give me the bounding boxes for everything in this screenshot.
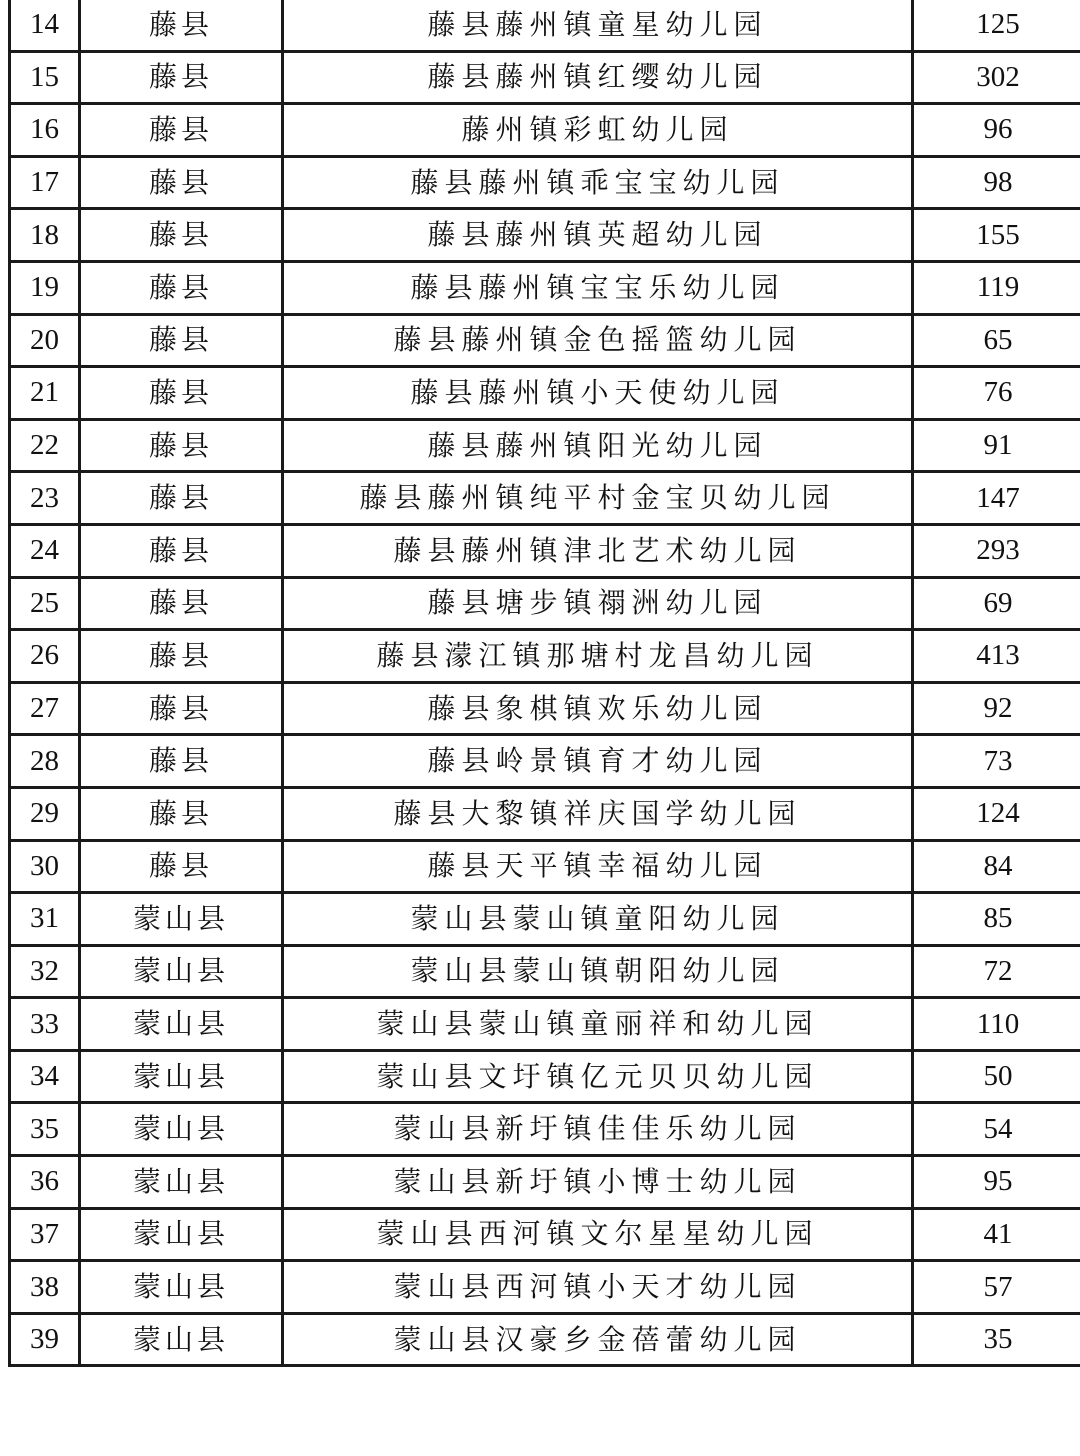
county-cell: 藤县 (80, 104, 283, 157)
kindergarten-name-cell: 蒙山县蒙山镇朝阳幼儿园 (283, 945, 913, 998)
row-number-cell: 23 (10, 472, 80, 525)
county-cell: 藤县 (80, 787, 283, 840)
kindergarten-name-cell: 蒙山县汉豪乡金蓓蕾幼儿园 (283, 1313, 913, 1366)
county-cell: 藤县 (80, 524, 283, 577)
kindergarten-name-cell: 藤州镇彩虹幼儿园 (283, 104, 913, 157)
table-row (10, 1313, 1080, 1366)
row-number-cell: 35 (10, 1103, 80, 1156)
count-cell: 95 (913, 1156, 1080, 1209)
county-cell: 蒙山县 (80, 945, 283, 998)
table-row (10, 630, 1080, 683)
row-number-cell: 15 (10, 51, 80, 104)
county-cell: 藤县 (80, 577, 283, 630)
kindergarten-name-cell: 蒙山县蒙山镇童阳幼儿园 (283, 893, 913, 946)
county-cell: 蒙山县 (80, 1313, 283, 1366)
count-cell: 119 (913, 261, 1080, 314)
count-cell: 98 (913, 156, 1080, 209)
county-cell: 蒙山县 (80, 998, 283, 1051)
county-cell: 藤县 (80, 419, 283, 472)
count-cell: 57 (913, 1261, 1080, 1314)
row-number-cell: 30 (10, 840, 80, 893)
county-cell: 蒙山县 (80, 1156, 283, 1209)
county-cell: 藤县 (80, 51, 283, 104)
table-row (10, 261, 1080, 314)
row-number-cell: 32 (10, 945, 80, 998)
row-number-cell: 28 (10, 735, 80, 788)
row-number-cell: 18 (10, 209, 80, 262)
count-cell: 91 (913, 419, 1080, 472)
table-row (10, 1103, 1080, 1156)
count-cell: 73 (913, 735, 1080, 788)
table-row (10, 419, 1080, 472)
count-cell: 50 (913, 1050, 1080, 1103)
count-cell: 35 (913, 1313, 1080, 1366)
table-row (10, 787, 1080, 840)
kindergarten-name-cell: 藤县大黎镇祥庆国学幼儿园 (283, 787, 913, 840)
kindergarten-table (8, 0, 1080, 1367)
table-row (10, 367, 1080, 420)
kindergarten-name-cell: 蒙山县西河镇小天才幼儿园 (283, 1261, 913, 1314)
kindergarten-name-cell: 藤县藤州镇纯平村金宝贝幼儿园 (283, 472, 913, 525)
kindergarten-name-cell: 藤县象棋镇欢乐幼儿园 (283, 682, 913, 735)
table-row (10, 1261, 1080, 1314)
count-cell: 293 (913, 524, 1080, 577)
count-cell: 85 (913, 893, 1080, 946)
count-cell: 147 (913, 472, 1080, 525)
kindergarten-name-cell: 藤县藤州镇小天使幼儿园 (283, 367, 913, 420)
kindergarten-name-cell: 藤县藤州镇英超幼儿园 (283, 209, 913, 262)
kindergarten-name-cell: 蒙山县新圩镇小博士幼儿园 (283, 1156, 913, 1209)
table-row (10, 893, 1080, 946)
kindergarten-name-cell: 藤县藤州镇阳光幼儿园 (283, 419, 913, 472)
row-number-cell: 21 (10, 367, 80, 420)
count-cell: 155 (913, 209, 1080, 262)
kindergarten-name-cell: 蒙山县蒙山镇童丽祥和幼儿园 (283, 998, 913, 1051)
row-number-cell: 16 (10, 104, 80, 157)
kindergarten-name-cell: 藤县藤州镇金色摇篮幼儿园 (283, 314, 913, 367)
kindergarten-name-cell: 藤县藤州镇津北艺术幼儿园 (283, 524, 913, 577)
county-cell: 藤县 (80, 630, 283, 683)
county-cell: 蒙山县 (80, 1208, 283, 1261)
county-cell: 蒙山县 (80, 1261, 283, 1314)
count-cell: 41 (913, 1208, 1080, 1261)
row-number-cell: 25 (10, 577, 80, 630)
row-number-cell: 27 (10, 682, 80, 735)
kindergarten-name-cell: 蒙山县文圩镇亿元贝贝幼儿园 (283, 1050, 913, 1103)
count-cell: 96 (913, 104, 1080, 157)
row-number-cell: 31 (10, 893, 80, 946)
kindergarten-name-cell: 藤县濛江镇那塘村龙昌幼儿园 (283, 630, 913, 683)
county-cell: 藤县 (80, 735, 283, 788)
table-row (10, 156, 1080, 209)
row-number-cell: 24 (10, 524, 80, 577)
table-row (10, 51, 1080, 104)
table-row (10, 998, 1080, 1051)
table-row (10, 840, 1080, 893)
county-cell: 藤县 (80, 682, 283, 735)
row-number-cell: 39 (10, 1313, 80, 1366)
row-number-cell: 29 (10, 787, 80, 840)
row-number-cell: 34 (10, 1050, 80, 1103)
count-cell: 110 (913, 998, 1080, 1051)
kindergarten-name-cell: 藤县藤州镇童星幼儿园 (283, 0, 913, 51)
count-cell: 124 (913, 787, 1080, 840)
count-cell: 69 (913, 577, 1080, 630)
county-cell: 藤县 (80, 156, 283, 209)
kindergarten-name-cell: 蒙山县新圩镇佳佳乐幼儿园 (283, 1103, 913, 1156)
county-cell: 藤县 (80, 840, 283, 893)
count-cell: 84 (913, 840, 1080, 893)
kindergarten-name-cell: 藤县天平镇幸福幼儿园 (283, 840, 913, 893)
row-number-cell: 20 (10, 314, 80, 367)
table-row (10, 735, 1080, 788)
count-cell: 65 (913, 314, 1080, 367)
count-cell: 413 (913, 630, 1080, 683)
kindergarten-name-cell: 藤县岭景镇育才幼儿园 (283, 735, 913, 788)
row-number-cell: 19 (10, 261, 80, 314)
table-body (10, 0, 1080, 1366)
row-number-cell: 22 (10, 419, 80, 472)
kindergarten-name-cell: 藤县塘步镇禤洲幼儿园 (283, 577, 913, 630)
count-cell: 54 (913, 1103, 1080, 1156)
county-cell: 藤县 (80, 314, 283, 367)
count-cell: 72 (913, 945, 1080, 998)
table-row (10, 577, 1080, 630)
county-cell: 藤县 (80, 261, 283, 314)
count-cell: 76 (913, 367, 1080, 420)
county-cell: 蒙山县 (80, 893, 283, 946)
count-cell: 92 (913, 682, 1080, 735)
county-cell: 蒙山县 (80, 1050, 283, 1103)
kindergarten-name-cell: 藤县藤州镇红缨幼儿园 (283, 51, 913, 104)
county-cell: 藤县 (80, 0, 283, 51)
table-row (10, 472, 1080, 525)
kindergarten-name-cell: 藤县藤州镇乖宝宝幼儿园 (283, 156, 913, 209)
row-number-cell: 38 (10, 1261, 80, 1314)
table-row (10, 0, 1080, 51)
table-row (10, 314, 1080, 367)
row-number-cell: 14 (10, 0, 80, 51)
table-row (10, 945, 1080, 998)
table-row (10, 209, 1080, 262)
row-number-cell: 17 (10, 156, 80, 209)
row-number-cell: 36 (10, 1156, 80, 1209)
table-row (10, 1156, 1080, 1209)
row-number-cell: 33 (10, 998, 80, 1051)
row-number-cell: 26 (10, 630, 80, 683)
county-cell: 藤县 (80, 209, 283, 262)
county-cell: 藤县 (80, 472, 283, 525)
kindergarten-name-cell: 藤县藤州镇宝宝乐幼儿园 (283, 261, 913, 314)
table-row (10, 1050, 1080, 1103)
county-cell: 蒙山县 (80, 1103, 283, 1156)
row-number-cell: 37 (10, 1208, 80, 1261)
table-row (10, 1208, 1080, 1261)
county-cell: 藤县 (80, 367, 283, 420)
count-cell: 302 (913, 51, 1080, 104)
table-row (10, 524, 1080, 577)
table-row (10, 104, 1080, 157)
table-row (10, 682, 1080, 735)
kindergarten-name-cell: 蒙山县西河镇文尔星星幼儿园 (283, 1208, 913, 1261)
count-cell: 125 (913, 0, 1080, 51)
